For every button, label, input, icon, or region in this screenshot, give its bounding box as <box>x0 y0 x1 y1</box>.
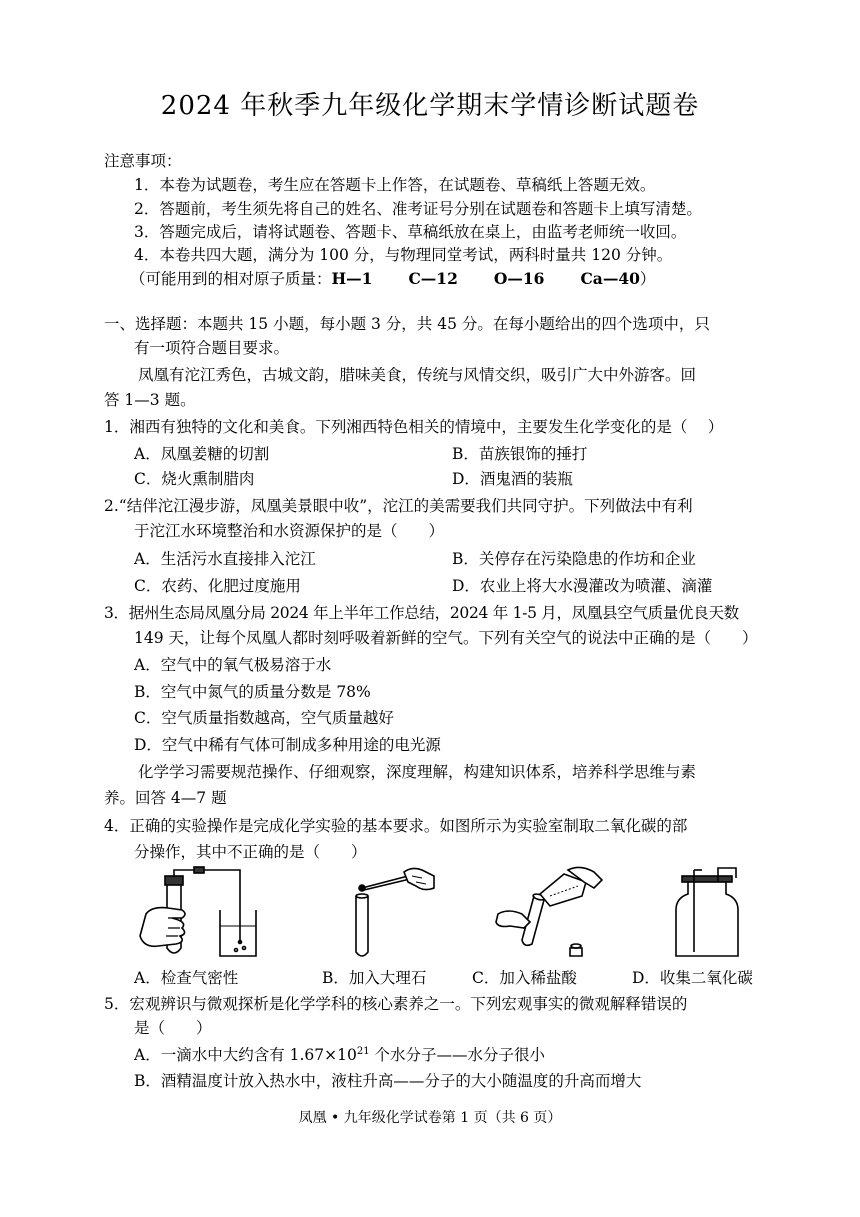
airtightness-check-figure <box>132 866 262 961</box>
notice-item-1: 1．本卷为试题卷，考生应在答题卡上作答，在试题卷、草稿纸上答题无效。 <box>134 176 656 194</box>
q1-option-a: A．凤凰姜糖的切割 <box>134 445 270 463</box>
atomic-mass-c: C—12 <box>408 269 458 288</box>
intro1-line2: 答 1—3 题。 <box>104 391 196 409</box>
q3-stem-line1: 3．据州生态局凤凰分局 2024 年上半年工作总结，2024 年 1-5 月，凤凰县空气质量优良天数 <box>104 604 739 622</box>
q4-option-b: B．加入大理石 <box>322 969 427 987</box>
section1-heading-line1: 一、选择题：本题共 15 小题，每小题 3 分，共 45 分。在每小题给出的四个选项中，只 <box>104 315 710 333</box>
q4-stem-line1: 4．正确的实验操作是完成化学实验的基本要求。如图所示为实验室制取二氧化碳的部 <box>104 817 688 835</box>
q2-option-b: B．关停存在污染隐患的作坊和企业 <box>452 550 696 568</box>
q4-option-a: A．检查气密性 <box>134 969 239 987</box>
intro1-line1: 凤凰有沱江秀色，古城文韵，腊味美食，传统与风情交织，吸引广大中外游客。回 <box>138 366 697 384</box>
collect-co2-figure <box>662 866 752 961</box>
q4-stem-line2: 分操作，其中不正确的是（ ） <box>134 843 367 861</box>
page-title: 2024 年秋季九年级化学期末学情诊断试题卷 <box>160 91 700 121</box>
page-footer: 凤凰 • 九年级化学试卷第 1 页（共 6 页） <box>298 1110 562 1126</box>
q5-option-a-pre: A．一滴水中大约含有 1.67×10 <box>134 1046 357 1064</box>
atomic-mass-ca: Ca—40 <box>580 269 640 288</box>
q5-option-a <box>134 1044 545 1066</box>
notice-item-2: 2．答题前，考生须先将自己的姓名、准考证号分别在试题卷和答题卡上填写清楚。 <box>134 200 702 218</box>
q1-option-b: B．苗族银饰的捶打 <box>452 445 588 463</box>
q3-option-d: D．空气中稀有气体可制成多种用途的电光源 <box>134 736 441 754</box>
q5-stem-line1: 5．宏观辨识与微观探析是化学学科的核心素养之一。下列宏观事实的微观解释错误的 <box>104 995 688 1013</box>
q4-option-d: D．收集二氧化碳 <box>632 969 753 987</box>
intro2-line1: 化学学习需要规范操作、仔细观察，深度理解，构建知识体系，培养科学思维与素 <box>138 763 697 781</box>
q2-option-d: D．农业上将大水漫灌改为喷灌、滴灌 <box>452 577 713 595</box>
notice-heading: 注意事项： <box>104 152 182 170</box>
q2-stem-line2: 于沱江水环境整治和水资源保护的是（ ） <box>134 522 445 540</box>
section1-heading-line2: 有一项符合题目要求。 <box>134 339 290 357</box>
q1-stem: 1．湘西有独特的文化和美食。下列湘西特色相关的情境中，主要发生化学变化的是（ ） <box>104 418 724 436</box>
atomic-mass-suffix: ） <box>639 270 656 288</box>
atomic-mass-h: H—1 <box>331 269 373 288</box>
q3-option-a: A．空气中的氧气极易溶于水 <box>134 656 332 674</box>
intro2-line2: 养。回答 4—7 题 <box>104 789 227 807</box>
q3-stem-line2: 149 天，让每个凤凰人都时刻呼吸着新鲜的空气。下列有关空气的说法中正确的是（ ） <box>134 629 758 647</box>
q3-option-c: C．空气质量指数越高，空气质量越好 <box>134 709 394 727</box>
atomic-mass-prefix: （可能用到的相对原子质量： <box>130 270 332 288</box>
q3-option-b: B．空气中氮气的质量分数是 78% <box>134 683 371 701</box>
add-acid-figure <box>490 866 610 961</box>
q5-option-a-post: 个水分子——水分子很小 <box>369 1046 546 1064</box>
q4-option-c: C．加入稀盐酸 <box>472 969 577 987</box>
add-marble-figure <box>338 866 438 961</box>
notice-item-3: 3．答题完成后，请将试题卷、答题卡、草稿纸放在桌上，由监考老师统一收回。 <box>134 223 687 241</box>
q5-stem-line2: 是（ ） <box>134 1019 212 1037</box>
q1-option-c: C．烧火熏制腊肉 <box>134 470 255 488</box>
q2-option-c: C．农药、化肥过度施用 <box>134 577 301 595</box>
q2-option-a: A．生活污水直接排入沱江 <box>134 550 316 568</box>
notice-item-4: 4．本卷共四大题，满分为 100 分，与物理同堂考试，两科时量共 120 分钟。 <box>134 246 673 264</box>
q1-option-d: D．酒鬼酒的装瓶 <box>452 470 573 488</box>
atomic-mass-o: O—16 <box>493 269 545 288</box>
atomic-mass-line <box>130 268 655 290</box>
q5-option-b: B．酒精温度计放入热水中，液柱升高——分子的大小随温度的升高而增大 <box>134 1072 642 1090</box>
q5-option-a-exponent: 21 <box>356 1045 370 1057</box>
q2-stem-line1: 2.“结伴沱江漫步游，凤凰美景眼中收”，沱江的美需要我们共同守护。下列做法中有利 <box>104 497 693 515</box>
